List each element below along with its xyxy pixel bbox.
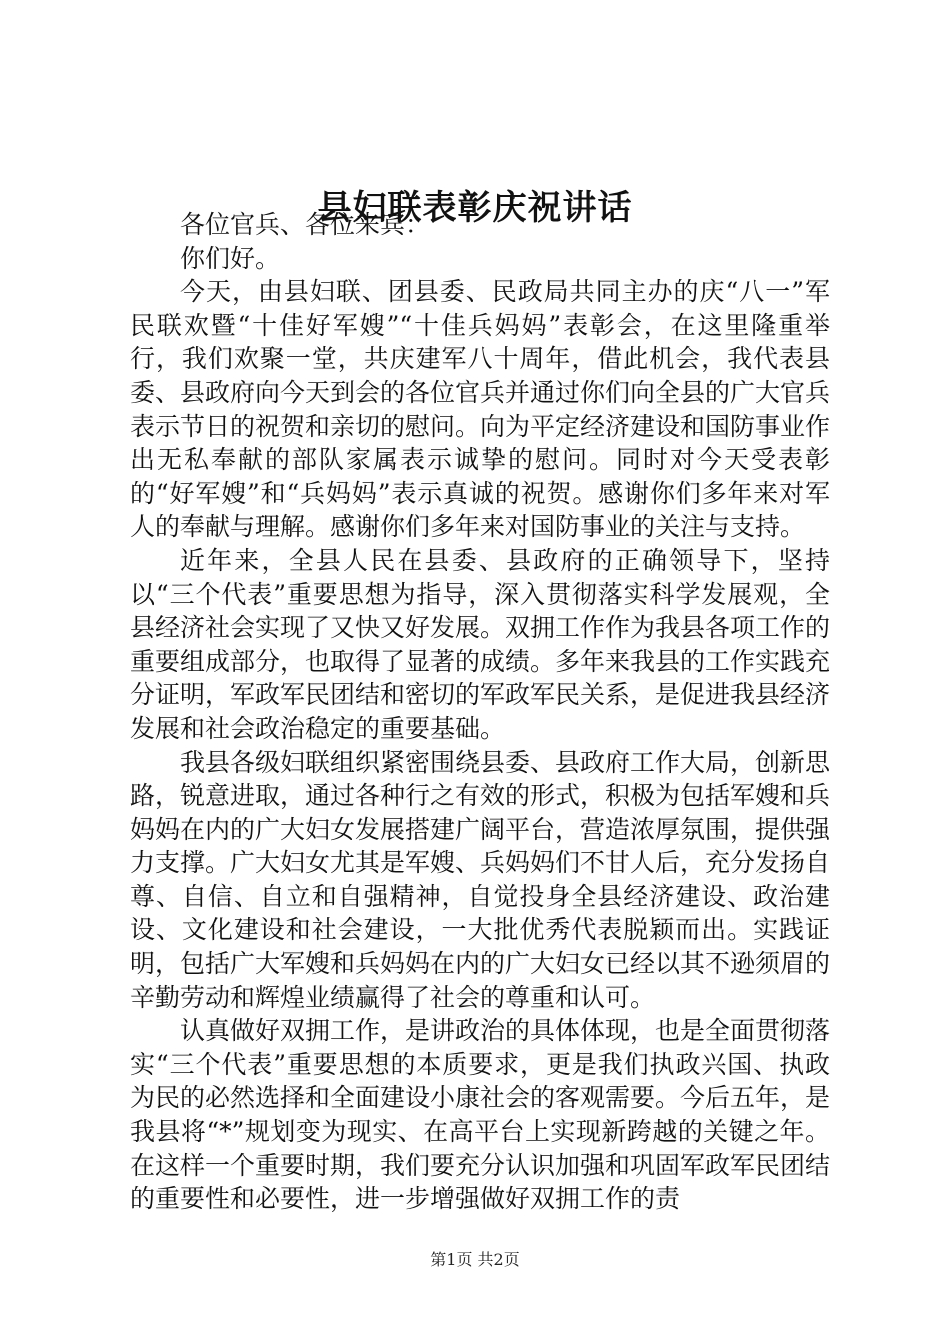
document-title: 县妇联表彰庆祝讲话	[317, 188, 633, 228]
greeting: 你们好。	[180, 243, 281, 273]
document-body	[130, 208, 830, 1216]
salutation: 各位官兵、各位来宾：	[180, 210, 431, 239]
body-paragraph: 近年来，全县人民在县委、县政府的正确领导下，坚持以“三个代表”重要思想为指导，深入贯彻落实科学发展观，全县经济社会实现了又快又好发展。双拥工作作为我县各项工作的重要组成部分，也取得了显著的成绩。多年来我县的工作实践充分证明，军政军民团结和密切的军政军民关系，是促进我县经济发展和社会政治稳定的重要基础。	[130, 545, 831, 743]
body-paragraph: 今天，由县妇联、团县委、民政局共同主办的庆“八一”军民联欢暨“十佳好军嫂”“十佳兵妈妈”表彰会，在这里隆重举行，我们欢聚一堂，共庆建军八十周年，借此机会，我代表县委、县政府向今天到会的各位官兵并通过你们向全县的广大官兵表示节日的祝贺和亲切的慰问。向为平定经济建设和国防事业作出无私奉献的部队家属表示诚挚的慰问。同时对今天受表彰的“好军嫂”和“兵妈妈”表示真诚的祝贺。感谢你们多年来对军人的奉献与理解。感谢你们多年来对国防事业的关注与支持。	[130, 277, 831, 542]
page-indicator: 第1页 共2页	[430, 1250, 520, 1269]
body-paragraph: 我县各级妇联组织紧密围绕县委、县政府工作大局，创新思路，锐意进取，通过各种行之有效的形式，积极为包括军嫂和兵妈妈在内的广大妇女发展搭建广阔平台，营造浓厚氛围，提供强力支撑。广大妇女尤其是军嫂、兵妈妈们不甘人后，充分发扬自尊、自信、自立和自强精神，自觉投身全县经济建设、政治建设、文化建设和社会建设，一大批优秀代表脱颖而出。实践证明，包括广大军嫂和兵妈妈在内的广大妇女已经以其不逊须眉的辛勤劳动和辉煌业绩赢得了社会的尊重和认可。	[130, 747, 831, 1012]
body-paragraph: 认真做好双拥工作，是讲政治的具体体现，也是全面贯彻落实“三个代表”重要思想的本质要求，更是我们执政兴国、执政为民的必然选择和全面建设小康社会的客观需要。今后五年，是我县将“*”规划变为现实、在高平台上实现新跨越的关键之年。在这样一个重要时期，我们要充分认识加强和巩固军政军民团结的重要性和必要性，进一步增强做好双拥工作的责	[130, 1016, 831, 1214]
